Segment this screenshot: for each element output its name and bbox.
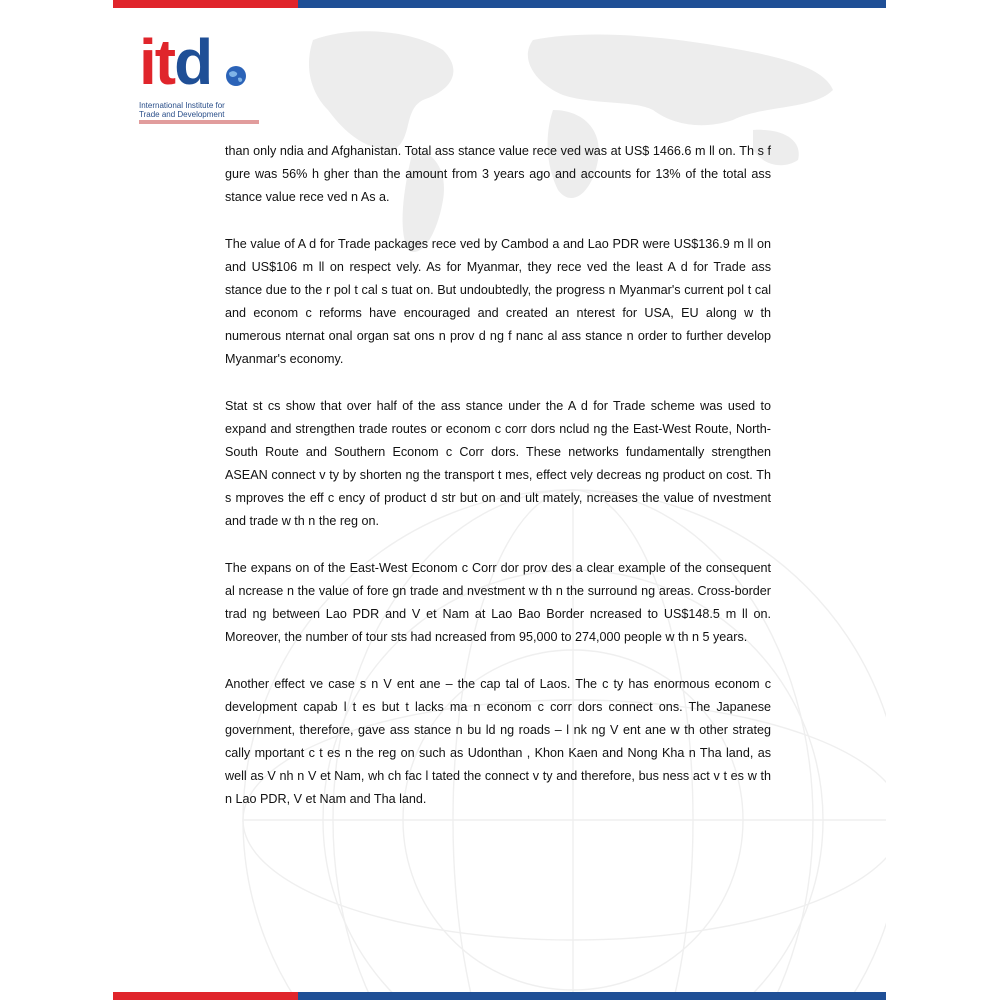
footer-bar-blue — [298, 992, 886, 1000]
logo-letter-t: t — [154, 26, 175, 98]
paragraph-4: The expans on of the East-West Econom c Corr dor prov des a clear example of the consequent al ncrease n the value of fore gn trade and nvestment w th n the surround ng areas. Cross-border trad ng between Lao PDR and V et Nam at Lao Bao Border ncreased to US$148.5 m ll on. Moreover, the number of tour sts had ncreased from 95,000 to 274,000 people w th n 5 years. — [225, 561, 771, 644]
document-body — [225, 140, 771, 835]
paragraph-3: Stat st cs show that over half of the ass stance under the A d for Trade scheme was used to expand and strengthen trade routes or econom c corr dors nclud ng the East-West Route, North-South Route and Southern Econom c Corr dors. These networks fundamentally strengthen ASEAN connect v ty by shorten ng the transport t mes, effect vely decreas ng product on cost. Th s mproves the eff c ency of product d str but on and ult mately, ncreases the value of nvestment and trade w th n the reg on. — [225, 399, 771, 528]
logo-thai-script — [139, 120, 259, 124]
logo-tagline-line-2: Trade and Development — [139, 110, 225, 119]
itd-logo — [139, 26, 269, 130]
footer-bar-red — [113, 992, 298, 1000]
logo-tagline-line-1: International Institute for — [139, 101, 225, 110]
paragraph-1: than only ndia and Afghanistan. Total ass stance value rece ved was at US$ 1466.6 m ll on. Th s f gure was 56% h gher than the amount from 3 years ago and accounts for 13% of the total ass stance value rece ved n As a. — [225, 144, 771, 204]
paragraph-2: The value of A d for Trade packages rece ved by Cambod a and Lao PDR were US$136.9 m ll on and US$106 m ll on respect vely. As for Myanmar, they rece ved the least A d for Trade ass stance due to the r pol t cal s tuat on. But undoubtedly, the progress n Myanmar's current pol t cal and econom c reforms have encouraged and created an nterest for USA, EU along w th numerous nternat onal organ sat ons n prov d ng f nanc al ass stance n order to further develop Myanmar's economy. — [225, 237, 771, 366]
logo-letter-d: d — [174, 26, 212, 98]
paragraph-5: Another effect ve case s n V ent ane – the cap tal of Laos. The c ty has enormous econom c development capab l t es but t lacks ma n econom c corr dors connect ons. The Japanese government, therefore, gave ass stance n bu ld ng roads – l nk ng V ent ane w th other strateg cally mportant c t es n the reg on such as Udonthan , Khon Kaen and Nong Kha n Tha land, as well as V nh n V et Nam, wh ch fac l tated the connect v ty and therefore, bus ness act v t es w th n Lao PDR, V et Nam and Tha land. — [225, 677, 771, 806]
document-page — [113, 0, 886, 1000]
logo-letter-i: i — [139, 26, 155, 98]
footer-color-bar — [113, 992, 886, 1000]
logo-wordmark — [139, 26, 212, 98]
globe-icon — [225, 65, 247, 87]
